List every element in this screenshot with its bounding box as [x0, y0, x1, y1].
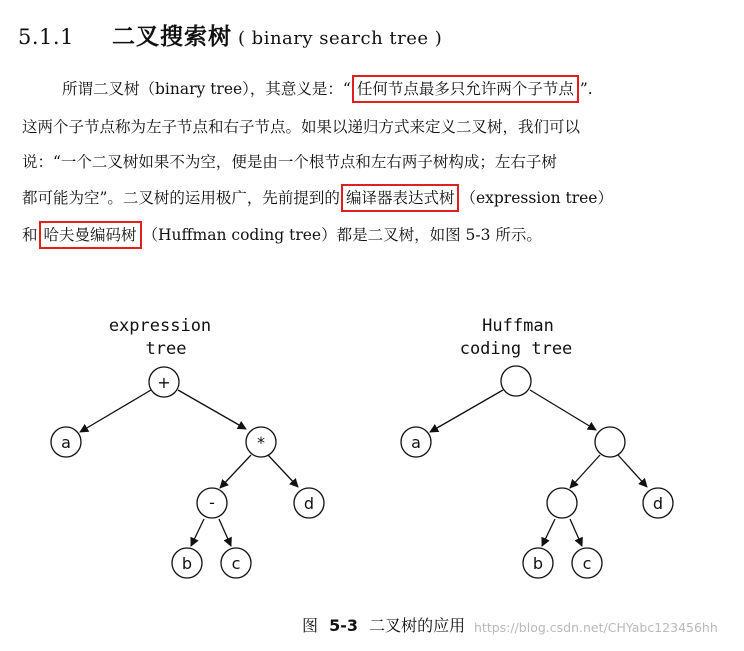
edge	[219, 519, 231, 546]
edge	[570, 455, 600, 488]
node-label-minus: -	[209, 493, 215, 512]
tree-node	[501, 366, 531, 396]
edge	[618, 455, 647, 487]
binary-tree-figure	[0, 300, 744, 600]
section-number: 5.1.1	[18, 25, 74, 49]
node-label-b: b	[181, 554, 193, 573]
text-segment: 所谓二叉树（binary tree），其意义是：“	[62, 80, 351, 98]
node-label-a: a	[61, 433, 71, 452]
paragraph-line-5	[22, 222, 542, 248]
highlight-box: 编译器表达式树	[341, 184, 460, 212]
node-label-a: a	[411, 433, 421, 452]
node-label-multiply: *	[257, 433, 265, 452]
text-segment: （Huffman coding tree）都是二叉树，如图 5-3 所示。	[142, 226, 542, 244]
section-title-english: ( binary search tree )	[237, 28, 443, 49]
huffman-tree	[401, 316, 673, 578]
paragraph-line-4	[22, 185, 613, 211]
expression-tree-title-line1: expression	[108, 316, 212, 336]
edge	[430, 390, 503, 432]
node-label-d: d	[652, 494, 664, 513]
section-title: 二叉搜索树	[111, 24, 232, 50]
edge	[570, 519, 582, 546]
edge	[80, 390, 151, 432]
huffman-tree-title-line1: Huffman	[482, 316, 554, 336]
node-label-c: c	[582, 554, 592, 573]
text-segment: 都可能为空”。二叉树的运用极广，先前提到的	[22, 189, 340, 207]
highlight-box: 哈夫曼编码树	[39, 221, 142, 249]
node-label-d: d	[303, 494, 315, 513]
text-segment: （expression tree）	[460, 189, 613, 207]
tree-node	[547, 488, 577, 518]
tree-node	[595, 427, 625, 457]
edge	[268, 455, 298, 487]
highlight-box: 任何节点最多只允许两个子节点	[352, 75, 579, 103]
figure-caption	[302, 613, 465, 636]
paragraph-line-3: 说：“一个二叉树如果不为空，便是由一个根节点和左右两子树构成；左右子树	[22, 153, 557, 171]
node-label-plus: +	[157, 373, 171, 392]
edge	[191, 519, 204, 546]
watermark: https://blog.csdn.net/CHYabc123456hh	[474, 620, 718, 635]
edge	[220, 455, 251, 488]
section-heading	[18, 18, 442, 52]
huffman-tree-title-line2: coding tree	[459, 339, 573, 359]
expression-tree	[51, 316, 324, 578]
caption-prefix: 图	[302, 616, 319, 635]
edge	[178, 390, 246, 429]
text-segment: ”.	[579, 80, 593, 98]
huffman-tree-edges	[430, 390, 647, 546]
node-label-c: c	[231, 554, 241, 573]
caption-text: 二叉树的应用	[369, 616, 466, 635]
node-label-b: b	[532, 554, 544, 573]
paragraph-line-1	[62, 76, 593, 102]
expression-tree-title-line2: tree	[145, 339, 187, 359]
expression-tree-edges	[80, 390, 298, 546]
edge	[530, 390, 596, 430]
edge	[542, 519, 555, 546]
text-segment: 和	[22, 226, 38, 244]
caption-figure-number: 5-3	[329, 616, 359, 635]
paragraph-line-2: 这两个子节点称为左子节点和右子节点。如果以递归方式来定义二叉树，我们可以	[22, 118, 581, 136]
